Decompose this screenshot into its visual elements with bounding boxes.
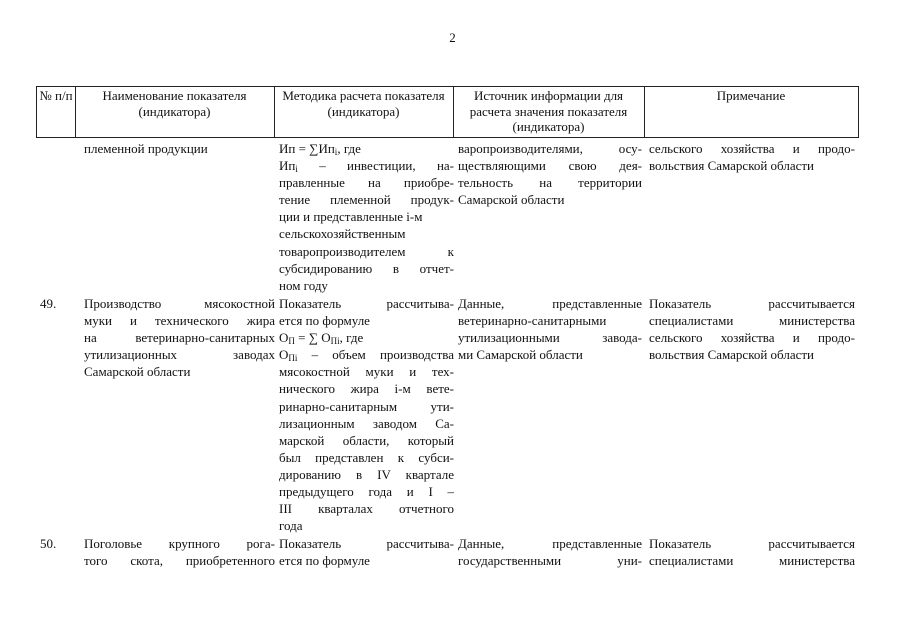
text-line: III кварталах отчетного <box>279 501 454 517</box>
text-line: предыдущего года и I – <box>279 484 454 500</box>
formula-subscript: i <box>334 147 338 157</box>
text-line: Показатель рассчитывается <box>649 296 855 311</box>
text-line: специалистами министерства <box>649 553 855 569</box>
header-note: Примечание <box>644 86 859 138</box>
header-num: № п/п <box>36 86 76 138</box>
text-line: ми Самарской области <box>458 347 583 363</box>
text-line: ции и представленные i-м <box>279 209 423 225</box>
text-line: Показатель рассчитыва- <box>279 536 454 551</box>
text-line: дированию в IV квартале <box>279 466 454 482</box>
formula-subscript: П <box>288 336 295 347</box>
text-line: нического жира i-м вете- <box>279 381 454 397</box>
table-body <box>0 140 905 575</box>
table-row <box>0 295 905 535</box>
indicator-name <box>84 140 275 157</box>
text-line: товаропроизводителем к <box>279 243 454 259</box>
formula-line <box>279 157 454 174</box>
calculation-method <box>279 140 454 294</box>
formula-text: – инвестиции, на- <box>297 158 454 174</box>
text-line: варопроизводителями, осу- <box>458 141 642 156</box>
text-line: племенной продукции <box>84 141 208 156</box>
text-line: того скота, приобретенного <box>84 553 275 569</box>
text-line: тельность на территории <box>458 175 642 191</box>
text-line: ется по формуле <box>279 553 370 569</box>
formula-text: – объем производства <box>297 347 454 363</box>
header-method: Методика расчета показателя (индикатора) <box>274 86 454 138</box>
note <box>649 535 855 569</box>
text-line: специалистами министерства <box>649 313 855 329</box>
formula-subscript: Пi <box>288 353 298 364</box>
text-line: муки и технического жира <box>84 313 275 329</box>
text-line: лизационным заводом Са- <box>279 415 454 431</box>
text-line: Данные, представленные <box>458 296 642 311</box>
formula-subscript: Пi <box>330 336 340 347</box>
page-number: 2 <box>449 30 456 45</box>
text-line: вольствия Самарской области <box>649 158 815 174</box>
text-line: ществляющими свою дея- <box>458 158 642 174</box>
table-row <box>0 535 905 575</box>
table-row <box>0 140 905 295</box>
formula-text: Ип <box>279 158 296 174</box>
text-line: мясокостной муки и тех- <box>279 364 454 380</box>
formula-subscript: i <box>295 164 298 175</box>
note <box>649 295 855 363</box>
text-line: ном году <box>279 277 328 293</box>
text-line: ется по формуле <box>279 313 370 329</box>
formula-text: , где <box>339 330 364 346</box>
calculation-method <box>279 535 454 569</box>
text-line: Показатель рассчитыва- <box>279 296 454 311</box>
row-number: 50. <box>40 536 57 551</box>
indicator-name <box>84 535 275 569</box>
text-line: марской области, который <box>279 432 454 448</box>
text-line: на ветеринарно-санитарных <box>84 330 275 346</box>
text-line: вольствия Самарской области <box>649 347 815 363</box>
text-line: ринарно-санитарным ути- <box>279 398 454 414</box>
text-line: Показатель рассчитывается <box>649 536 855 551</box>
data-source <box>458 295 642 363</box>
row-number: 49. <box>40 296 57 311</box>
text-line: сельского хозяйства и продо- <box>649 141 855 156</box>
formula-line <box>279 329 454 346</box>
header-source: Источник информации для расчета значения показателя (индикатора) <box>453 86 645 138</box>
note <box>649 140 855 174</box>
text-line: государственными уни- <box>458 553 642 569</box>
data-source <box>458 140 642 208</box>
text-line: Данные, представленные <box>458 536 642 551</box>
formula-text: , где <box>337 141 361 156</box>
formula-text: О <box>279 330 289 346</box>
text-line: ветеринарно-санитарными <box>458 313 607 329</box>
text-line: был представлен к субси- <box>279 449 454 465</box>
text-line: Самарской области <box>458 192 565 208</box>
text-line: года <box>279 518 303 534</box>
text-line: субсидированию в отчет- <box>279 260 454 276</box>
text-line: Производство мясокостной <box>84 296 275 311</box>
text-line: тение племенной продук- <box>279 192 454 208</box>
data-source <box>458 535 642 569</box>
text-line: сельского хозяйства и продо- <box>649 330 855 346</box>
formula-text: О <box>279 347 289 363</box>
indicator-name <box>84 295 275 380</box>
formula-text: = ∑ О <box>294 330 331 346</box>
formula-line <box>279 346 454 363</box>
text-line: Поголовье крупного рога- <box>84 536 275 551</box>
text-line: утилизационных заводах <box>84 347 275 363</box>
header-name: Наименование показателя (индикатора) <box>75 86 275 138</box>
calculation-method <box>279 295 454 534</box>
text-line: правленные на приобре- <box>279 175 454 191</box>
text-line: утилизационными завода- <box>458 330 642 346</box>
text-line: Самарской области <box>84 364 191 380</box>
formula-line <box>279 140 454 157</box>
text-line: сельскохозяйственным <box>279 226 406 242</box>
formula-text: Ип = ∑Ип <box>279 141 335 156</box>
